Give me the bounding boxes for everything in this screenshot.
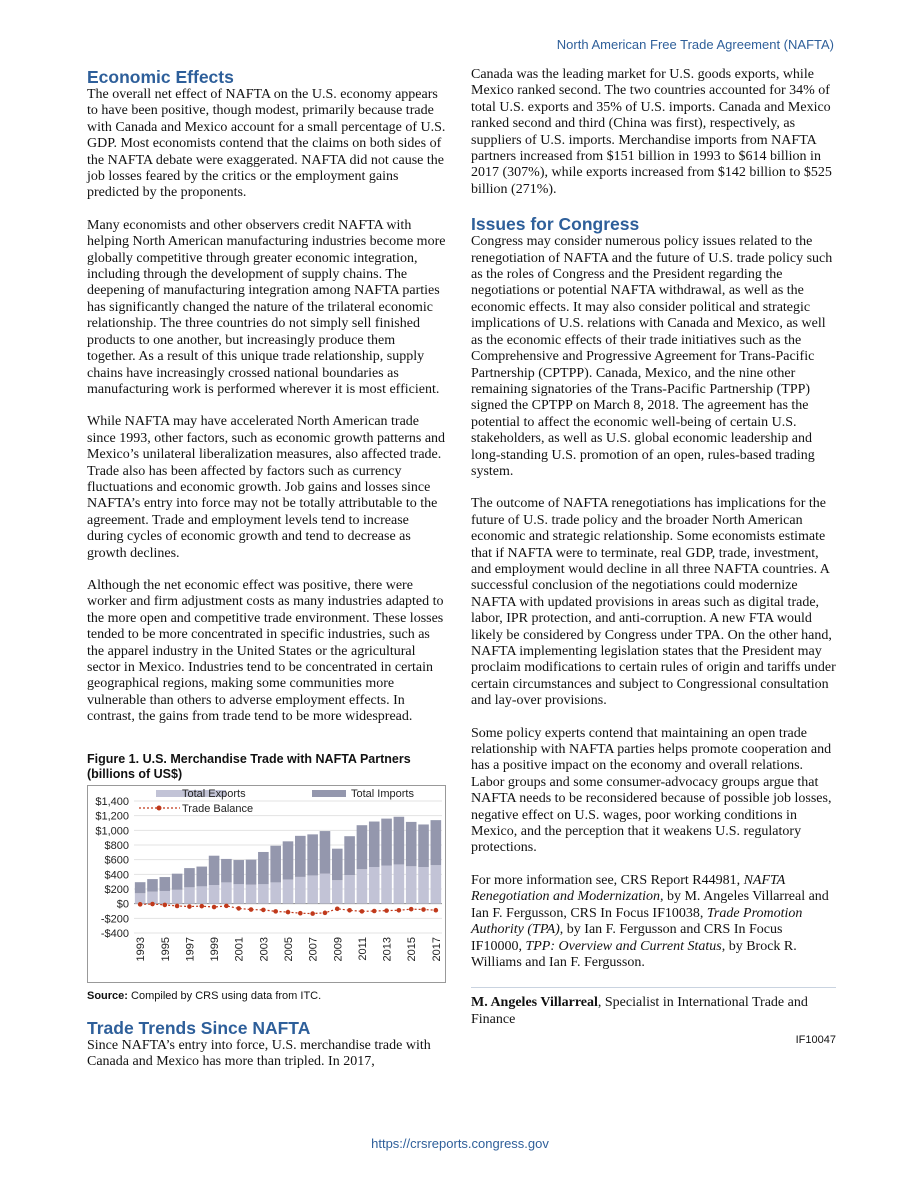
x-tick-label: 1993 [135, 936, 148, 962]
bar-imports-2001 [233, 860, 244, 884]
balance-point-2008 [323, 910, 328, 915]
x-tick-label: 2005 [283, 936, 295, 962]
left-column [87, 67, 447, 1086]
legend-label-imports: Total Imports [351, 787, 414, 800]
document-id: IF10047 [795, 1034, 836, 1047]
bar-exports-2008 [320, 873, 331, 903]
bar-exports-2007 [307, 875, 318, 903]
y-tick-label: $1,200 [95, 810, 129, 823]
x-tick-label: 2011 [356, 936, 369, 961]
bar-imports-2008 [320, 831, 331, 874]
paragraph: The outcome of NAFTA renegotiations has implications for the future of U.S. trade policy and the broader North American economic and strategic relationship. Some economists estimate that if NAFTA were to terminate, real GDP, trade, investment, and employment would decline in all three NAFTA countries. A successful conclusion of the negotiations could modernize NAFTA with updated provisions in areas such as digital trade, labor, IPR protection, and anti-corruption. A new FTA would likely be considered by Congress under TPA. On the other hand, NAFTA implementing legislation states that the President may proclaim modifications to certain rules of origin and tariffs under certain circumstances and subject to Congressional consultation and lay-over provisions. [471, 496, 836, 709]
balance-point-1998 [199, 903, 204, 908]
balance-point-2013 [384, 908, 389, 913]
x-tick-label: 2001 [233, 936, 246, 962]
balance-point-2011 [360, 909, 365, 914]
bar-exports-2005 [283, 879, 294, 903]
legend-swatch-imports [312, 790, 346, 797]
balance-point-2002 [249, 907, 254, 912]
x-tick-label: 1997 [184, 936, 197, 962]
legend-marker-balance [157, 805, 162, 810]
bar-imports-2017 [431, 820, 442, 865]
running-header: North American Free Trade Agreement (NAFTA) [556, 37, 834, 52]
bar-exports-2012 [369, 867, 380, 904]
author-info: M. Angeles Villarreal, Specialist in International Trade and Finance [471, 987, 836, 1028]
paragraph: Some policy experts contend that maintaining an open trade relationship with NAFTA parties helps promote cooperation and has a positive impact on the economy and overall relations. Labor groups and some consumer-advocacy groups argue that NAFTA needs to be reconsidered because of possible job losses, negative effect on U.S. wages, poor working conditions in Mexico, and the perception that it weakens U.S. regulatory protections. [471, 725, 832, 856]
bar-exports-2002 [246, 884, 257, 903]
balance-point-1994 [150, 901, 155, 906]
bar-exports-1995 [160, 891, 171, 904]
bar-imports-2000 [221, 859, 232, 882]
x-tick-label: 2015 [406, 936, 419, 962]
paragraph: Although the net economic effect was positive, there were worker and firm adjustment costs as many industries adapted to the more open and competitive trade environment. These losses tended to be more concentrated in specific industries, such as the apparel industry in the United States or the agricultural sector in Mexico. Industries tend to be concentrated in certain geographical regions, making some communities more vulnerable than others to adverse employment effects. In contrast, the gains from trade tend to be more widespread. [87, 577, 444, 725]
bar-imports-1994 [147, 879, 158, 891]
x-tick-label: 2013 [381, 936, 394, 962]
paragraph: The overall net effect of NAFTA on the U.S. economy appears to have been positive, though modest, primarily because trade with Canada and Mexico account for a small percentage of U.S. GDP. Most economists contend that the claims on both sides of the NAFTA debate were exaggerated. NAFTA did not cause the job losses feared by the critics or the employment gains predicted by the proponents. [87, 87, 446, 201]
bar-imports-2003 [258, 852, 269, 884]
balance-point-2014 [397, 908, 402, 913]
bar-exports-2017 [431, 865, 442, 904]
right-column [471, 67, 836, 1046]
legend-label-balance: Trade Balance [182, 802, 254, 815]
paragraph: Many economists and other observers credit NAFTA with helping North American manufacturing industries become more globally competitive through greater economic integration, including through the development of supply chains. The deepening of manufacturing integration among NAFTA parties has significantly changed the nature of the trilateral economic relationship. The three countries do not simply sell finished products to one another, but increasingly produce them together. As a result of this unique trade relationship, supply chains have increasingly crossed national boundaries as manufacturing work is performed wherever it is most efficient. [87, 217, 446, 397]
y-tick-label: $400 [104, 868, 129, 881]
paragraph-more-info: For more information see, CRS Report R44981, NAFTA Renegotiation and Modernization, by M. Angeles Villarreal and Ian F. Fergusson, CRS In Focus IF10038, Trade Promotion Authority (TPA), by Ian F. Fergusson and CRS In Focus IF10000, TPP: Overview and Current Status, by Brock R. Williams and Ian F. Fergusson. [471, 872, 829, 970]
bar-imports-2016 [418, 824, 429, 867]
bar-exports-1999 [209, 885, 220, 904]
chart-svg [88, 786, 445, 982]
paragraph: Since NAFTA’s entry into force, U.S. merchandise trade with Canada and Mexico has more than tripled. In 2017, [87, 1037, 431, 1070]
bar-imports-2013 [381, 818, 392, 865]
bar-imports-1993 [135, 882, 146, 893]
balance-point-2007 [310, 911, 315, 916]
x-tick-label: 2017 [430, 936, 443, 962]
bar-imports-2012 [369, 821, 380, 866]
balance-point-2004 [273, 909, 278, 914]
x-tick-label: 2009 [332, 936, 345, 962]
bar-imports-2011 [357, 825, 368, 869]
balance-point-1995 [163, 902, 168, 907]
bar-imports-1998 [196, 866, 207, 886]
y-tick-label: $600 [104, 854, 129, 867]
bar-imports-2009 [332, 848, 343, 880]
y-tick-label: $1,400 [95, 795, 129, 808]
x-tick-label: 2007 [307, 936, 320, 962]
balance-point-1996 [175, 903, 180, 908]
footer-url[interactable]: https://crsreports.congress.gov [371, 1136, 549, 1151]
bar-imports-2005 [283, 841, 294, 879]
bar-imports-2015 [406, 822, 417, 866]
bar-imports-1999 [209, 855, 220, 884]
bar-exports-2001 [233, 884, 244, 903]
heading-economic-effects: Economic Effects [87, 67, 234, 87]
balance-point-2017 [434, 908, 439, 913]
bar-imports-2006 [295, 835, 306, 876]
balance-point-2015 [409, 906, 414, 911]
bar-imports-2007 [307, 834, 318, 875]
x-tick-label: 1995 [159, 936, 172, 962]
balance-point-2016 [421, 907, 426, 912]
x-tick-label: 1999 [209, 936, 222, 962]
bar-exports-2003 [258, 884, 269, 903]
figure-source: Source: Compiled by CRS using data from ITC. [87, 989, 322, 1002]
bar-exports-2013 [381, 865, 392, 903]
y-tick-label: $800 [104, 839, 129, 852]
bar-imports-2004 [270, 845, 281, 882]
bar-exports-2015 [406, 866, 417, 903]
bar-imports-1997 [184, 868, 195, 887]
paragraph: Canada was the leading market for U.S. goods exports, while Mexico ranked second. The two countries accounted for 34% of total U.S. exports and 35% of U.S. imports. Canada and Mexico ranked second and third (China was first), respectively, as suppliers of U.S. imports. Merchandise imports from NAFTA partners increased from $151 billion in 1993 to $614 billion in 2017 (307%), while exports increased from $142 billion to $525 billion (271%). [471, 67, 832, 197]
bar-exports-2006 [295, 877, 306, 904]
balance-point-2001 [236, 906, 241, 911]
bar-exports-2010 [344, 875, 355, 904]
bar-exports-1998 [196, 886, 207, 903]
balance-point-1999 [212, 904, 217, 909]
bar-imports-2002 [246, 859, 257, 884]
y-tick-label: $200 [104, 883, 129, 896]
bar-exports-2000 [221, 882, 232, 903]
balance-point-2005 [286, 909, 291, 914]
balance-point-2012 [372, 908, 377, 913]
heading-trade-trends: Trade Trends Since NAFTA [87, 1017, 311, 1038]
y-tick-label: -$400 [100, 927, 129, 940]
bar-imports-1996 [172, 873, 183, 889]
balance-point-1993 [138, 902, 143, 907]
y-tick-label: $1,000 [95, 824, 129, 837]
bar-exports-2016 [418, 867, 429, 904]
y-tick-label: $0 [116, 898, 129, 911]
balance-point-2009 [335, 906, 340, 911]
bar-imports-1995 [160, 877, 171, 891]
paragraph: Congress may consider numerous policy issues related to the renegotiation of NAFTA and the future of U.S. trade policy such as the roles of Congress and the President regarding the negotiations or potential NAFTA withdrawal, as well as the economic effects. It may also consider political and strategic implications of U.S. relations with Canada and Mexico, as well as the economic effects of their trade initiatives such as the Comprehensive and Progressive Agreement for Trans-Pacific Partnership (CPTPP). Canada, Mexico, and the nine other remaining signatories of the Trans-Pacific Partnership (TPP) signed the CPTPP on March 8, 2018. The agreement has the potential to affect the economic well-being of certain U.S. stakeholders, as well as U.S. global economic leadership and long-standing U.S. promotion of an open, rules-based trading system. [471, 234, 833, 479]
paragraph: While NAFTA may have accelerated North American trade since 1993, other factors, such as economic growth patterns and Mexico’s unilateral liberalization measures, also affected trade. Trade also has been affected by factors such as currency fluctuations and economic growth. Job gains and losses since NAFTA’s entry into force may not be totally attributable to the agreement. Trade and employment levels tend to increase during cycles of economic growth and tend to decrease as growth declines. [87, 414, 446, 561]
x-tick-label: 2003 [258, 936, 271, 962]
bar-exports-2004 [270, 882, 281, 903]
bar-exports-1996 [172, 889, 183, 903]
heading-issues-for-congress: Issues for Congress [471, 214, 640, 235]
balance-point-2006 [298, 911, 303, 916]
figure-title: Figure 1. U.S. Merchandise Trade with NAFTA Partners (billions of US$) [87, 751, 411, 781]
bar-imports-2010 [344, 836, 355, 875]
bar-exports-2011 [357, 869, 368, 903]
bar-imports-2014 [394, 816, 405, 864]
balance-point-2000 [224, 903, 229, 908]
bar-exports-2014 [394, 864, 405, 903]
balance-point-2010 [347, 908, 352, 913]
legend-label-exports: Total Exports [182, 787, 246, 800]
balance-point-2003 [261, 907, 266, 912]
bar-exports-1997 [184, 887, 195, 903]
y-tick-label: -$200 [100, 912, 129, 925]
balance-point-1997 [187, 904, 192, 909]
trade-chart [87, 785, 446, 983]
bar-exports-2009 [332, 880, 343, 903]
